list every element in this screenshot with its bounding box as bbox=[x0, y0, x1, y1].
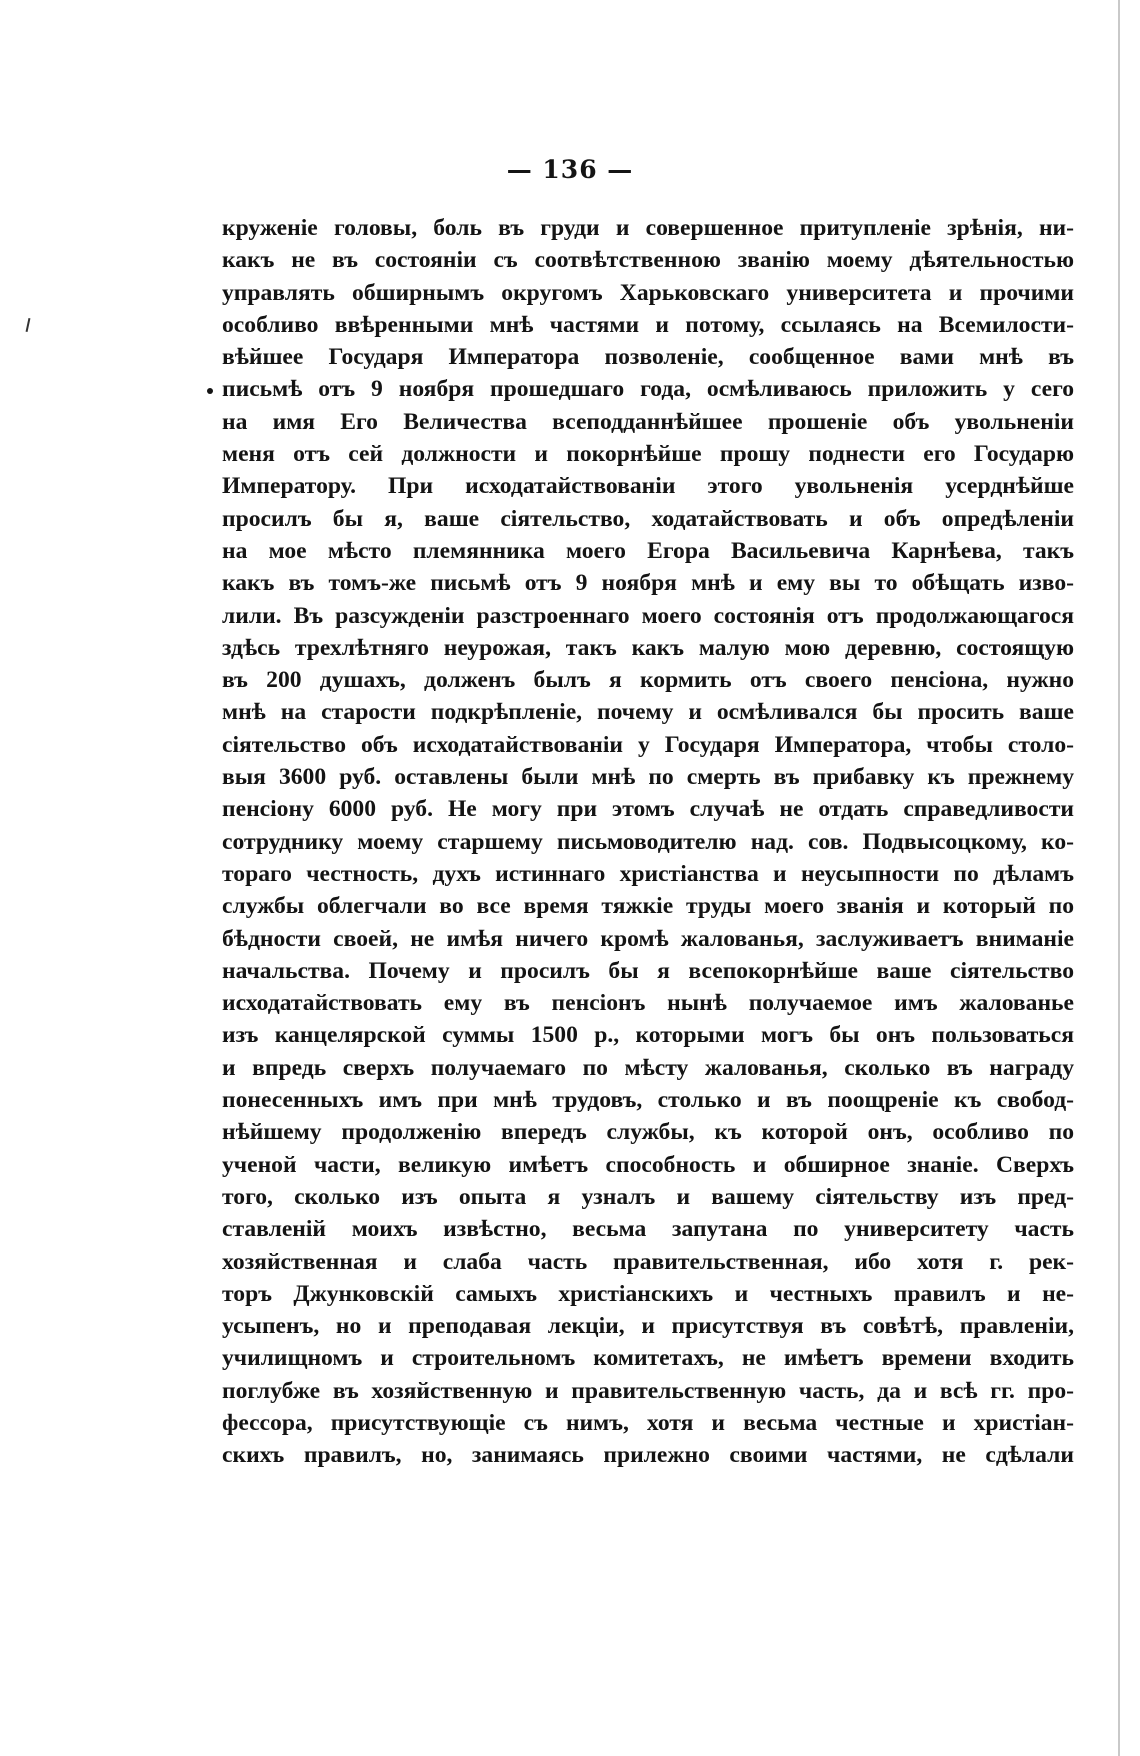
text-line: исходатайствовать ему въ пенсіонъ нынѣ получаемое имъ жалованье bbox=[222, 990, 1074, 1017]
text-line: хозяйственная и слаба часть правительственная, ибо хотя г. рек- bbox=[222, 1248, 1074, 1275]
text-line: письмѣ отъ 9 ноября прошедшаго года, осмѣливаюсь приложить у сего bbox=[222, 376, 1074, 403]
text-line: изъ канцелярской суммы 1500 р., которыми могъ бы онъ пользоваться bbox=[222, 1022, 1074, 1049]
text-line: какъ въ томъ-же письмѣ отъ 9 ноября мнѣ и ему вы то обѣщать изво- bbox=[222, 570, 1074, 597]
text-line: какъ не въ состояніи съ соотвѣтственною званію моему дѣятельностью bbox=[222, 247, 1074, 274]
text-line: фессора, присутствующіе съ нимъ, хотя и весьма честные и христіан- bbox=[222, 1409, 1074, 1436]
text-line: службы облегчали во все время тяжкіе труды моего званія и который по bbox=[222, 893, 1074, 920]
text-line: здѣсь трехлѣтняго неурожая, такъ какъ малую мою деревню, состоящую bbox=[222, 634, 1074, 661]
text-line: просилъ бы я, ваше сіятельство, ходатайствовать и объ опредѣленіи bbox=[222, 505, 1074, 532]
page-number: — 136 — bbox=[506, 155, 634, 184]
text-line: училищномъ и строительномъ комитетахъ, не имѣетъ времени входить bbox=[222, 1345, 1074, 1372]
margin-pencil-mark bbox=[26, 318, 31, 332]
margin-dot-mark bbox=[207, 388, 213, 394]
text-line: сіятельство объ исходатайствованіи у Государя Императора, чтобы столо- bbox=[222, 731, 1074, 758]
text-line: начальства. Почему и просилъ бы я всепокорнѣйше ваше сіятельство bbox=[222, 957, 1074, 984]
text-line: круженіе головы, боль въ груди и совершенное притупленіе зрѣнія, ни- bbox=[222, 215, 1074, 241]
text-line: поглубже въ хозяйственную и правительственную часть, да и всѣ гг. про- bbox=[222, 1377, 1074, 1404]
text-line: Императору. При исходатайствованіи этого увольненія усерднѣйше bbox=[222, 473, 1074, 500]
body-text bbox=[222, 212, 1074, 1472]
text-line: въ 200 душахъ, долженъ былъ я кормить отъ своего пенсіона, нужно bbox=[222, 667, 1074, 694]
text-line: лили. Въ разсужденіи разстроеннаго моего состоянія отъ продолжающагося bbox=[222, 602, 1074, 629]
text-line: меня отъ сей должности и покорнѣйше прошу поднести его Государю bbox=[222, 441, 1074, 468]
text-line: и впредь сверхъ получаемаго по мѣсту жалованья, сколько въ награду bbox=[222, 1054, 1074, 1081]
text-line: понесенныхъ имъ при мнѣ трудовъ, столько и въ поощреніе къ свобод- bbox=[222, 1087, 1074, 1114]
text-line: на мое мѣсто племянника моего Егора Васильевича Карнѣева, такъ bbox=[222, 537, 1074, 564]
text-line: управлять обширнымъ округомъ Харьковскаго университета и прочими bbox=[222, 279, 1074, 306]
text-line: вѣйшее Государя Императора позволеніе, сообщенное вами мнѣ въ bbox=[222, 344, 1074, 371]
text-line: нѣйшему продолженію впередъ службы, къ которой онъ, особливо по bbox=[222, 1119, 1074, 1146]
text-line: выя 3600 руб. оставлены были мнѣ по смерть въ прибавку къ прежнему bbox=[222, 764, 1074, 791]
text-line: на имя Его Величества всеподданнѣйшее прошеніе объ увольненіи bbox=[222, 408, 1074, 435]
text-line: сотруднику моему старшему письмоводителю над. сов. Подвысоцкому, ко- bbox=[222, 828, 1074, 855]
text-line: мнѣ на старости подкрѣпленіе, почему и осмѣливался бы просить ваше bbox=[222, 699, 1074, 726]
text-line: усыпенъ, но и преподавая лекціи, и присутствуя въ совѣтѣ, правленіи, bbox=[222, 1313, 1074, 1340]
page-edge-line bbox=[1118, 0, 1120, 1756]
text-line: торъ Джунковскій самыхъ христіанскихъ и честныхъ правилъ и не- bbox=[222, 1280, 1074, 1307]
text-line: бѣдности своей, не имѣя ничего кромѣ жалованья, заслуживаетъ вниманіе bbox=[222, 925, 1074, 952]
text-line: ученой части, великую имѣетъ способность и обширное знаніе. Сверхъ bbox=[222, 1151, 1074, 1178]
text-line: того, сколько изъ опыта я узналъ и вашему сіятельству изъ пред- bbox=[222, 1183, 1074, 1210]
text-line: ставленій моихъ извѣстно, весьма запутана по университету часть bbox=[222, 1216, 1074, 1243]
text-line: тораго честность, духъ истиннаго христіанства и неусыпности по дѣламъ bbox=[222, 860, 1074, 887]
text-line: скихъ правилъ, но, занимаясь прилежно своими частями, не сдѣлали bbox=[222, 1442, 1074, 1469]
text-line: пенсіону 6000 руб. Не могу при этомъ случаѣ не отдать справедливости bbox=[222, 796, 1074, 823]
text-line: особливо ввѣренными мнѣ частями и потому, ссылаясь на Всемилости- bbox=[222, 311, 1074, 338]
